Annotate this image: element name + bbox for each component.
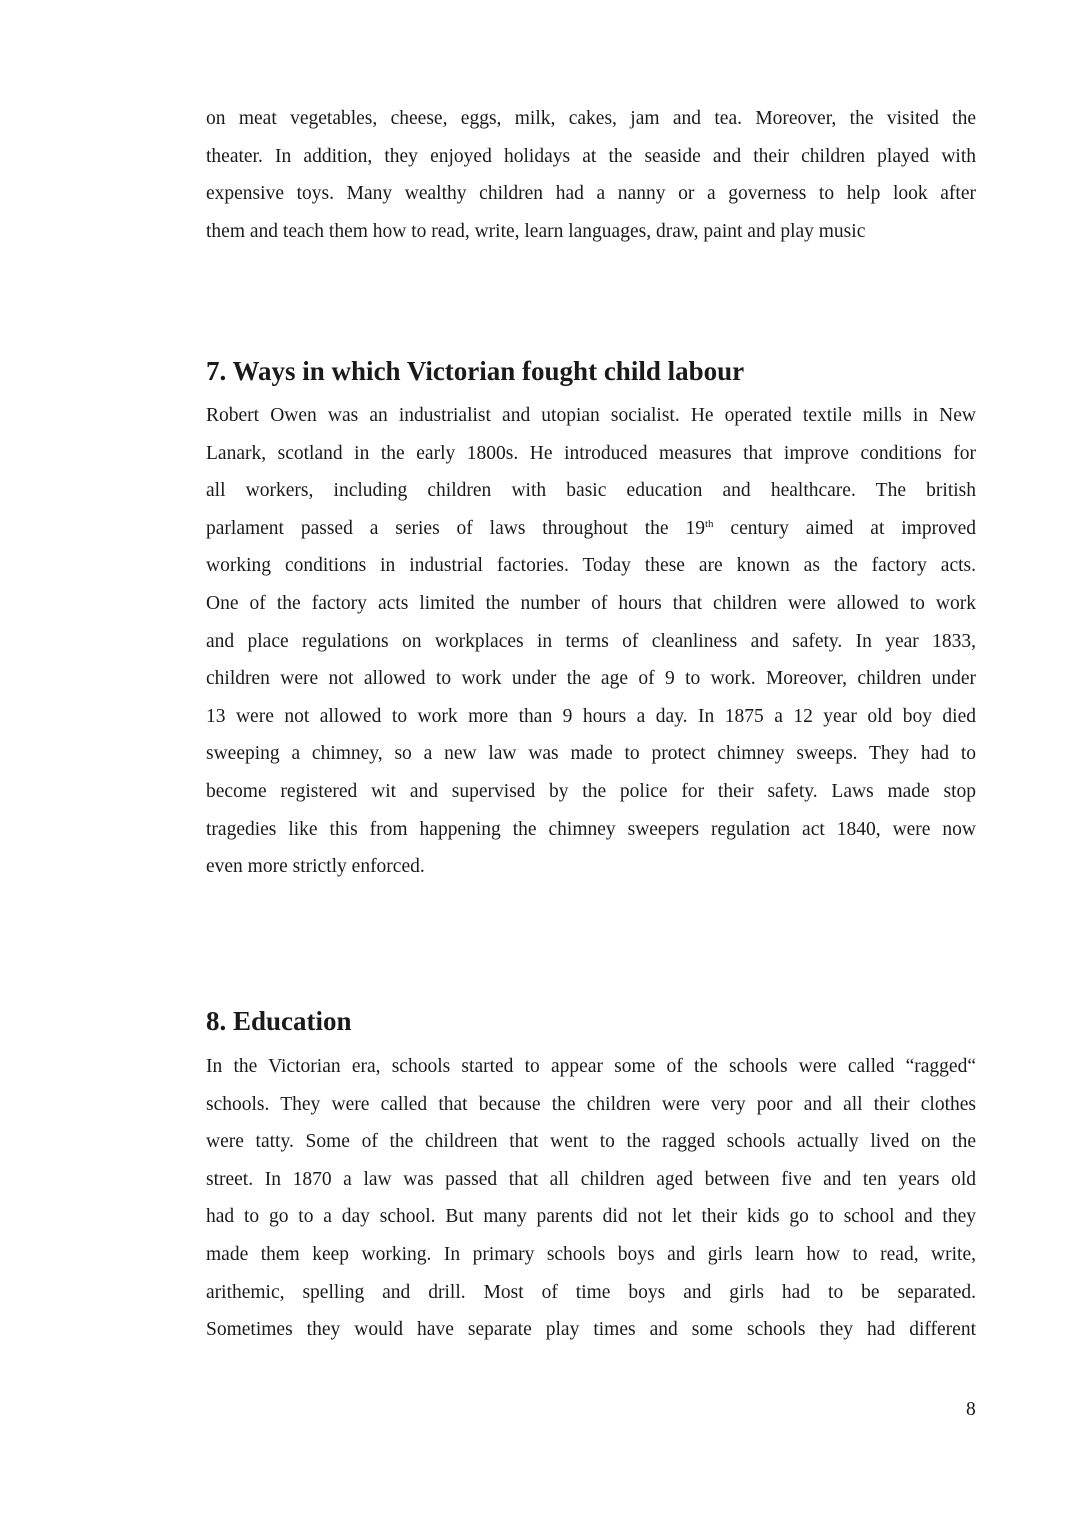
section-7-paragraph [206,397,976,886]
text-line: tragedies like this from happening the chimney sweepers regulation act 1840, were now [206,818,976,840]
text-line: all workers, including children with basic education and healthcare. The british [206,480,976,502]
text-segment: century aimed at improved [713,517,976,539]
text-line: even more strictly enforced. [206,856,425,878]
text-line: and place regulations on workplaces in terms of cleanliness and safety. In year 1833, [206,630,976,652]
section-8-paragraph [206,1048,976,1349]
text-line: working conditions in industrial factories. Today these are known as the factory acts. [206,555,976,577]
page-number: 8 [966,1399,976,1420]
intro-paragraph [206,100,976,250]
text-line: 13 were not allowed to work more than 9 hours a day. In 1875 a 12 year old boy died [206,705,976,727]
text-line: street. In 1870 a law was passed that all children aged between five and ten years old [206,1168,976,1190]
section-8-heading: 8. Education [206,1006,352,1036]
text-line: expensive toys. Many wealthy children had a nanny or a governess to help look after [206,183,976,205]
text-line: Sometimes they would have separate play times and some schools they had different [206,1319,976,1341]
text-line: them and teach them how to read, write, learn languages, draw, paint and play music [206,220,866,242]
text-line: theater. In addition, they enjoyed holidays at the seaside and their children played with [206,145,976,167]
text-line: One of the factory acts limited the number of hours that children were allowed to work [206,592,976,614]
text-line: Lanark, scotland in the early 1800s. He introduced measures that improve conditions for [206,442,976,464]
text-line: were tatty. Some of the childreen that went to the ragged schools actually lived on the [206,1131,976,1153]
text-line-with-superscript [206,510,976,548]
text-line: In the Victorian era, schools started to appear some of the schools were called “ragged“ [206,1056,976,1077]
text-line: children were not allowed to work under the age of 9 to work. Moreover, children under [206,668,976,690]
text-line: had to go to a day school. But many parents did not let their kids go to school and they [206,1206,976,1228]
text-line: arithemic, spelling and drill. Most of time boys and girls had to be separated. [206,1281,976,1303]
text-line: on meat vegetables, cheese, eggs, milk, cakes, jam and tea. Moreover, the visited the [206,108,976,129]
ordinal-superscript: th [704,517,714,530]
text-line: schools. They were called that because the children were very poor and all their clothes [206,1093,976,1115]
text-line: sweeping a chimney, so a new law was made to protect chimney sweeps. They had to [206,743,976,765]
section-7-heading: 7. Ways in which Victorian fought child labour [206,356,745,386]
text-segment: parlament passed a series of laws throughout the 19 [206,517,705,539]
text-line: become registered wit and supervised by the police for their safety. Laws made stop [206,780,976,802]
text-line: made them keep working. In primary schools boys and girls learn how to read, write, [206,1243,976,1265]
text-line: Robert Owen was an industrialist and utopian socialist. He operated textile mills in New [206,405,976,426]
